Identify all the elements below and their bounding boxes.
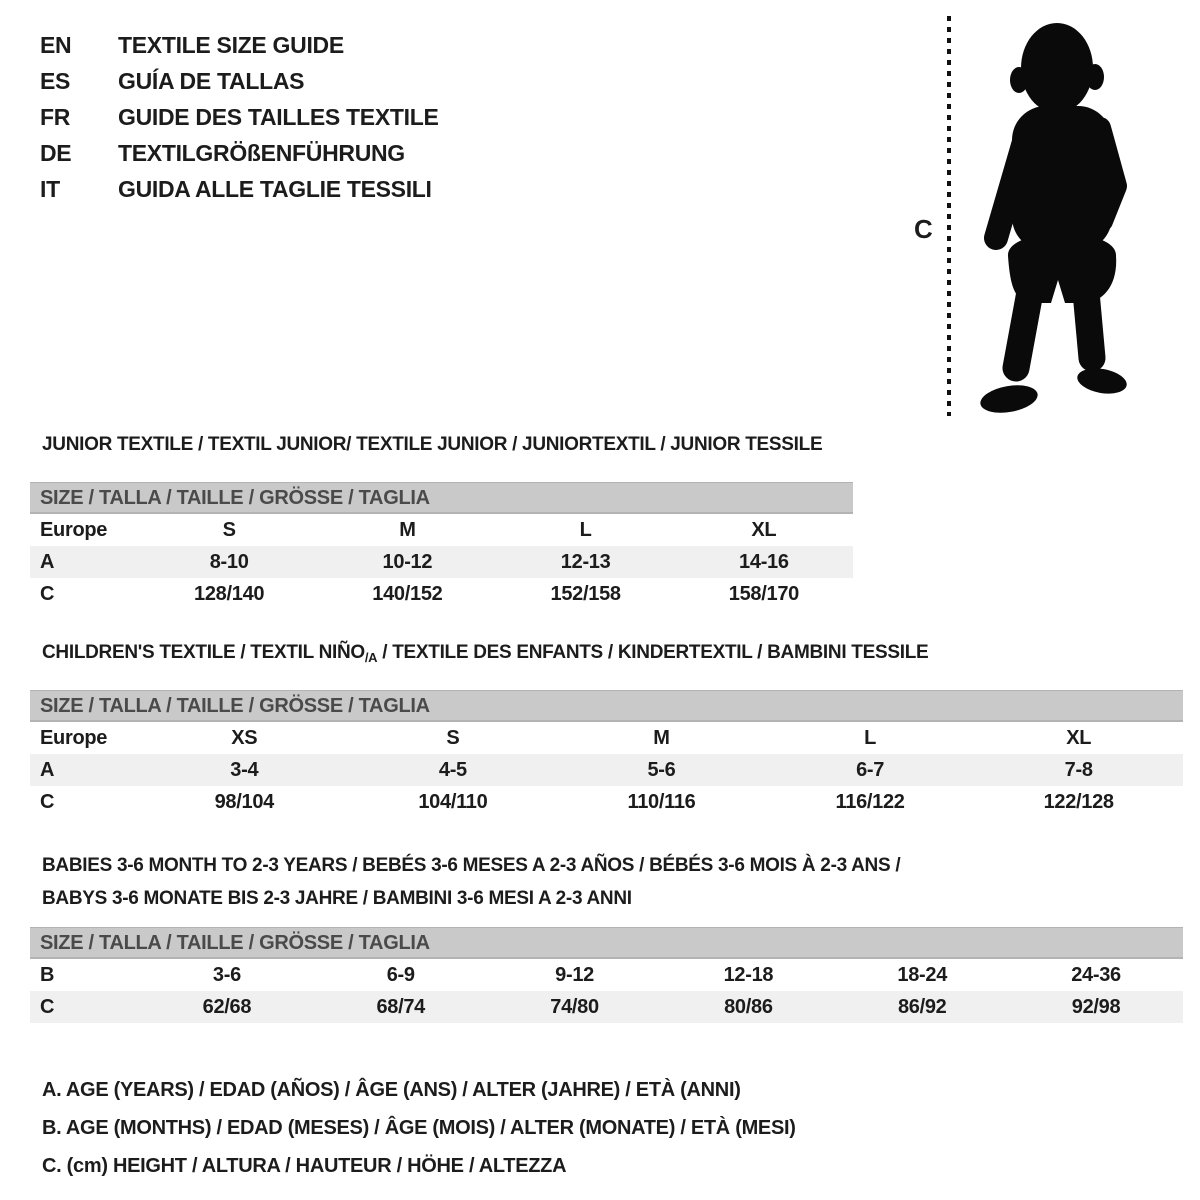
language-row — [40, 135, 439, 171]
language-code: IT — [40, 176, 60, 202]
language-code: ES — [40, 68, 71, 94]
language-row — [40, 27, 439, 63]
table-cell: 9-12 — [555, 964, 594, 986]
size-header-bar: SIZE / TALLA / TAILLE / GRÖSSE / TAGLIA — [30, 690, 1183, 722]
table-row — [30, 514, 853, 546]
table-cell: 74/80 — [550, 996, 599, 1018]
table-cell: M — [399, 519, 416, 541]
table-row — [30, 991, 1183, 1023]
babies-size-table — [30, 927, 1183, 1023]
legend — [42, 1071, 796, 1185]
language-title: GUIDE DES TAILLES TEXTILE — [118, 104, 439, 130]
table-row — [30, 546, 853, 578]
junior-section-title: JUNIOR TEXTILE / TEXTIL JUNIOR/ TEXTILE JUNIOR / JUNIORTEXTIL / JUNIOR TESSILE — [42, 434, 823, 455]
language-row — [40, 171, 439, 207]
table-cell: 24-36 — [1071, 964, 1121, 986]
babies-title-line1: BABIES 3-6 MONTH TO 2-3 YEARS / BEBÉS 3-6 MESES A 2-3 AÑOS / BÉBÉS 3-6 MOIS À 2-3 ANS / — [42, 855, 901, 876]
toddler-silhouette — [966, 16, 1138, 418]
table-cell: 92/98 — [1071, 996, 1121, 1018]
language-code: FR — [40, 104, 71, 130]
junior-size-table — [30, 482, 853, 610]
table-cell: 6-7 — [856, 759, 885, 781]
table-cell: 6-9 — [386, 964, 415, 986]
row-label: A — [40, 759, 55, 781]
table-cell: XL — [751, 519, 777, 541]
table-cell: 122/128 — [1043, 791, 1114, 813]
table-cell: 158/170 — [728, 583, 799, 605]
table-row — [30, 722, 1183, 754]
table-cell: 14-16 — [739, 551, 789, 573]
language-row — [40, 63, 439, 99]
table-cell: 110/116 — [627, 791, 696, 813]
children-title-subscript: /A — [364, 650, 378, 665]
table-cell: 86/92 — [897, 996, 947, 1018]
size-header-bar: SIZE / TALLA / TAILLE / GRÖSSE / TAGLIA — [30, 927, 1183, 959]
row-label: C — [40, 791, 55, 813]
row-label: C — [40, 583, 55, 605]
table-cell: 68/74 — [376, 996, 426, 1018]
table-row — [30, 959, 1183, 991]
legend-item-age-years: A. AGE (YEARS) / EDAD (AÑOS) / ÂGE (ANS) / ALTER (JAHRE) / ETÀ (ANNI) — [42, 1079, 741, 1101]
language-header — [40, 27, 439, 207]
height-measure-dashed-line — [946, 16, 952, 416]
height-measure-label: C — [914, 214, 933, 244]
language-title: TEXTILGRÖßENFÜHRUNG — [118, 140, 405, 166]
language-title: GUÍA DE TALLAS — [118, 68, 305, 94]
language-title: GUIDA ALLE TAGLIE TESSILI — [118, 176, 432, 202]
table-cell: S — [222, 519, 236, 541]
children-section-title — [42, 642, 928, 665]
language-code: DE — [40, 140, 72, 166]
table-cell: 80/86 — [724, 996, 773, 1018]
table-cell: L — [864, 727, 877, 749]
children-title-prefix: CHILDREN'S TEXTILE / TEXTIL NIÑO — [42, 642, 365, 663]
language-row — [40, 99, 439, 135]
table-cell: 104/110 — [418, 791, 488, 813]
legend-item-height-cm: C. (cm) HEIGHT / ALTURA / HAUTEUR / HÖHE / ALTEZZA — [42, 1155, 567, 1177]
row-label: Europe — [40, 727, 108, 749]
table-cell: 152/158 — [550, 583, 621, 605]
language-title: TEXTILE SIZE GUIDE — [118, 32, 344, 58]
size-header-bar: SIZE / TALLA / TAILLE / GRÖSSE / TAGLIA — [30, 482, 853, 514]
language-code: EN — [40, 32, 72, 58]
table-row — [30, 754, 1183, 786]
row-label: C — [40, 996, 55, 1018]
table-cell: 5-6 — [647, 759, 676, 781]
table-cell: 128/140 — [194, 583, 265, 605]
table-row — [30, 786, 1183, 818]
table-cell: 8-10 — [209, 551, 249, 573]
table-cell: 3-6 — [212, 964, 241, 986]
table-cell: 116/122 — [835, 791, 905, 813]
table-cell: XL — [1066, 727, 1092, 749]
row-label: A — [40, 551, 55, 573]
table-cell: 12-13 — [560, 551, 611, 573]
table-cell: 62/68 — [202, 996, 252, 1018]
table-cell: 12-18 — [723, 964, 774, 986]
table-cell: 18-24 — [897, 964, 948, 986]
children-title-suffix: / TEXTILE DES ENFANTS / KINDERTEXTIL / BAMBINI TESSILE — [377, 642, 929, 663]
children-size-table — [30, 690, 1183, 818]
table-cell: 7-8 — [1064, 759, 1093, 781]
table-cell: 10-12 — [382, 551, 433, 573]
babies-section-title — [42, 849, 900, 915]
babies-title-line2: BABYS 3-6 MONATE BIS 2-3 JAHRE / BAMBINI 3-6 MESI A 2-3 ANNI — [42, 888, 632, 909]
table-cell: XS — [231, 727, 258, 749]
table-cell: 3-4 — [230, 759, 259, 781]
row-label: B — [40, 964, 55, 986]
legend-item-age-months: B. AGE (MONTHS) / EDAD (MESES) / ÂGE (MOIS) / ALTER (MONATE) / ETÀ (MESI) — [42, 1117, 796, 1139]
table-cell: M — [653, 727, 670, 749]
row-label: Europe — [40, 519, 108, 541]
table-cell: 4-5 — [438, 759, 467, 781]
table-cell: 140/152 — [372, 583, 443, 605]
table-cell: L — [579, 519, 592, 541]
table-cell: 98/104 — [214, 791, 274, 813]
table-cell: S — [446, 727, 460, 749]
table-row — [30, 578, 853, 610]
